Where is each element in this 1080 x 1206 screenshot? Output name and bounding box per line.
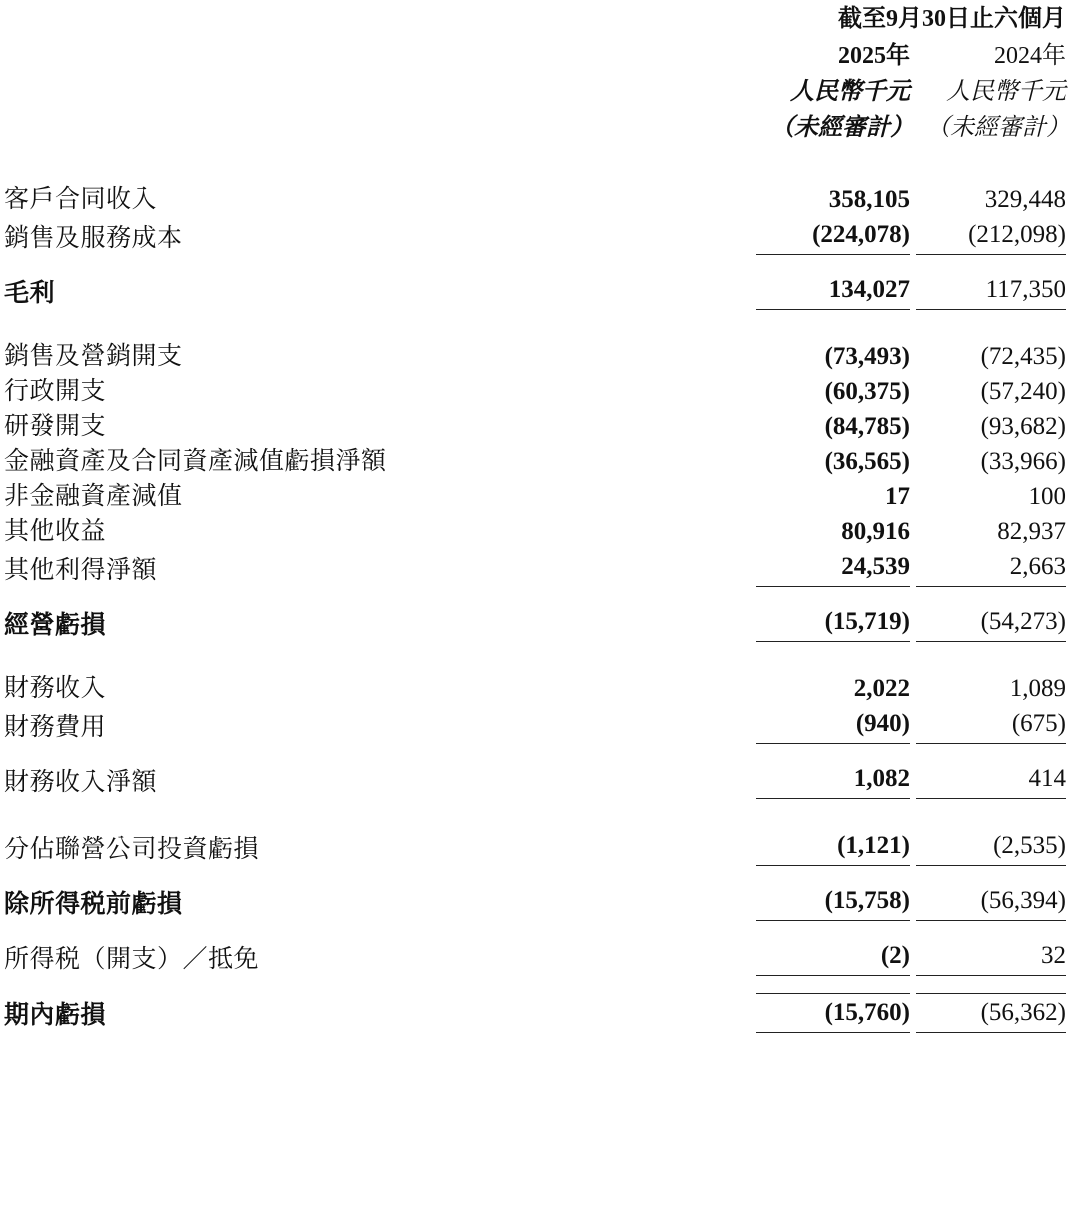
value-text: 1,082 <box>756 761 910 799</box>
value-text: 24,539 <box>756 549 910 587</box>
row-value-2024 <box>916 339 1072 374</box>
table-row <box>4 993 1072 1033</box>
row-label: 其他收益 <box>4 518 107 545</box>
value-text: (56,394) <box>916 883 1066 921</box>
header-currency-2025: 人民幣千元 <box>790 79 910 105</box>
value-text: (73,493) <box>824 343 910 370</box>
value-text: (15,719) <box>756 604 910 642</box>
value-text: (33,966) <box>980 448 1066 475</box>
row-label: 金融資產及合同資產減值虧損淨額 <box>4 448 387 475</box>
table-row <box>4 549 1072 588</box>
value-text: 80,916 <box>841 518 910 545</box>
row-value-2025 <box>756 761 916 800</box>
header-audit-2024: （未經審計） <box>926 115 1070 141</box>
row-value-2024 <box>916 761 1072 800</box>
value-text: (56,362) <box>916 993 1066 1033</box>
table-row <box>4 883 1072 922</box>
row-value-2025 <box>756 272 916 311</box>
row-label: 財務收入淨額 <box>4 769 158 796</box>
value-text: (60,375) <box>824 378 910 405</box>
row-value-2024 <box>916 444 1072 479</box>
table-row <box>4 444 1072 479</box>
row-label: 財務費用 <box>4 714 107 741</box>
value-text: (57,240) <box>980 378 1066 405</box>
header-period-row <box>4 0 1072 38</box>
row-label: 研發開支 <box>4 413 107 440</box>
table-row <box>4 706 1072 745</box>
row-label: 所得税（開支）／抵免 <box>4 946 260 973</box>
row-value-2025 <box>756 706 916 745</box>
value-text: (15,760) <box>756 993 910 1033</box>
table-row <box>4 272 1072 311</box>
income-statement-table <box>4 0 1072 1033</box>
row-value-2024 <box>916 671 1072 706</box>
row-value-2024 <box>916 993 1072 1033</box>
header-audit-row <box>4 110 1072 146</box>
header-currency-row <box>4 74 1072 110</box>
value-text: 100 <box>1028 483 1066 510</box>
table-row <box>4 217 1072 256</box>
value-text: (212,098) <box>916 217 1066 255</box>
table-row <box>4 938 1072 977</box>
value-text: (940) <box>756 706 910 744</box>
table-row <box>4 409 1072 444</box>
row-value-2024 <box>916 706 1072 745</box>
row-value-2025 <box>756 444 916 479</box>
row-value-2024 <box>916 374 1072 409</box>
value-text: (224,078) <box>756 217 910 255</box>
row-value-2025 <box>756 938 916 977</box>
row-label: 銷售及營銷開支 <box>4 343 183 370</box>
value-text: 1,089 <box>1009 675 1066 702</box>
value-text: 2,022 <box>853 675 910 702</box>
value-text: (93,682) <box>980 413 1066 440</box>
row-gap <box>4 977 1072 993</box>
row-value-2024 <box>916 938 1072 977</box>
header-spacer-2 <box>4 38 756 74</box>
row-gap <box>4 256 1072 272</box>
row-value-2025 <box>756 217 916 256</box>
value-text: (72,435) <box>980 343 1066 370</box>
row-value-2024 <box>916 272 1072 311</box>
value-text: 329,448 <box>984 186 1066 213</box>
row-label: 除所得税前虧損 <box>4 891 183 918</box>
row-gap <box>4 643 1072 671</box>
header-bottom-gap <box>4 146 1072 182</box>
header-year-2024: 2024年 <box>994 43 1066 69</box>
row-value-2024 <box>916 604 1072 643</box>
table-row <box>4 374 1072 409</box>
row-value-2024 <box>916 549 1072 588</box>
row-value-2025 <box>756 409 916 444</box>
row-value-2025 <box>756 374 916 409</box>
value-text: 358,105 <box>828 186 910 213</box>
table-row <box>4 828 1072 867</box>
row-label: 分佔聯營公司投資虧損 <box>4 836 260 863</box>
row-label: 行政開支 <box>4 378 107 405</box>
value-text: (2) <box>756 938 910 976</box>
row-value-2024 <box>916 409 1072 444</box>
row-value-2025 <box>756 182 916 217</box>
value-text: (84,785) <box>824 413 910 440</box>
table-row <box>4 339 1072 374</box>
row-value-2025 <box>756 604 916 643</box>
table-row <box>4 671 1072 706</box>
row-label: 銷售及服務成本 <box>4 225 183 252</box>
row-label: 非金融資產減值 <box>4 483 183 510</box>
value-text: 32 <box>916 938 1066 976</box>
row-value-2025 <box>756 671 916 706</box>
table-row <box>4 514 1072 549</box>
header-currency-2024: 人民幣千元 <box>946 79 1066 105</box>
row-label: 客戶合同收入 <box>4 186 158 213</box>
value-text: (15,758) <box>756 883 910 921</box>
row-value-2025 <box>756 514 916 549</box>
row-label: 財務收入 <box>4 675 107 702</box>
row-value-2024 <box>916 479 1072 514</box>
row-value-2024 <box>916 514 1072 549</box>
table-row <box>4 604 1072 643</box>
row-label: 經營虧損 <box>4 612 107 639</box>
row-gap <box>4 311 1072 339</box>
value-text: 17 <box>885 483 910 510</box>
row-value-2025 <box>756 479 916 514</box>
row-gap <box>4 867 1072 883</box>
row-value-2024 <box>916 828 1072 867</box>
header-audit-2025: （未經審計） <box>770 115 914 141</box>
table-row <box>4 182 1072 217</box>
row-label: 其他利得淨額 <box>4 557 158 584</box>
row-label: 期內虧損 <box>4 1002 107 1029</box>
row-value-2025 <box>756 828 916 867</box>
row-value-2024 <box>916 217 1072 256</box>
header-period-title: 截至9月30日止六個月 <box>838 6 1066 32</box>
value-text: (675) <box>916 706 1066 744</box>
value-text: (36,565) <box>824 448 910 475</box>
header-spacer <box>4 0 756 38</box>
row-value-2024 <box>916 182 1072 217</box>
value-text: 134,027 <box>756 272 910 310</box>
row-value-2025 <box>756 883 916 922</box>
header-spacer-4 <box>4 110 756 146</box>
value-text: (2,535) <box>916 828 1066 866</box>
row-gap <box>4 800 1072 828</box>
value-text: (1,121) <box>756 828 910 866</box>
row-value-2024 <box>916 883 1072 922</box>
row-value-2025 <box>756 993 916 1033</box>
row-value-2025 <box>756 339 916 374</box>
table-row <box>4 479 1072 514</box>
header-year-2025: 2025年 <box>838 43 910 69</box>
row-gap <box>4 922 1072 938</box>
row-value-2025 <box>756 549 916 588</box>
value-text: 117,350 <box>916 272 1066 310</box>
table-row <box>4 761 1072 800</box>
row-label: 毛利 <box>4 280 56 307</box>
value-text: 2,663 <box>916 549 1066 587</box>
value-text: 82,937 <box>997 518 1066 545</box>
header-year-row <box>4 38 1072 74</box>
value-text: (54,273) <box>916 604 1066 642</box>
table-body <box>4 0 1072 1033</box>
value-text: 414 <box>916 761 1066 799</box>
row-gap <box>4 745 1072 761</box>
header-spacer-3 <box>4 74 756 110</box>
row-gap <box>4 588 1072 604</box>
